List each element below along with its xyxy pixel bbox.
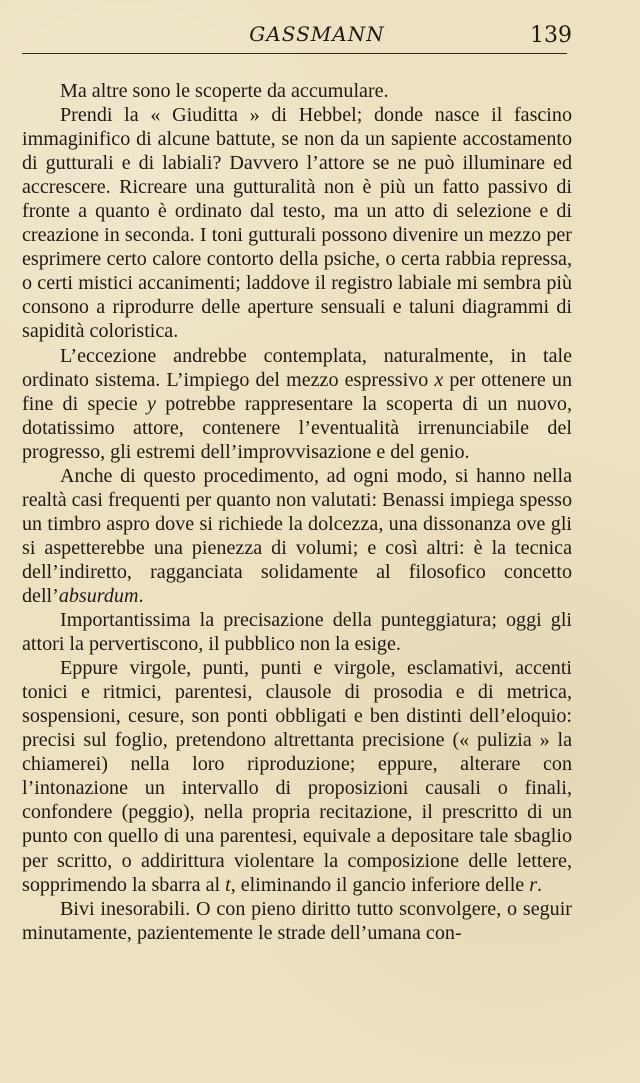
page-number: 139 — [530, 23, 572, 48]
paragraph-text-part: per ottenere un fine di specie — [22, 368, 572, 415]
running-head — [62, 18, 572, 50]
paragraph — [22, 608, 572, 656]
paragraph — [22, 656, 572, 896]
paragraph-punctuation: . — [537, 873, 543, 896]
italic-letter-t: t — [225, 873, 231, 896]
italic-letter-r: r — [529, 873, 538, 896]
italic-variable-y: y — [147, 392, 156, 415]
paragraph-text-part: potrebbe rappresentare la scoperta di un nuovo, dotatissimo attore, contenere l’eventualità irrenunciabile del progresso, gli estremi dell’improvvisazione e del genio. — [22, 392, 572, 463]
paragraph-text: Prendi la « Giuditta » di Hebbel; donde nasce il fascino immaginifico di alcune battute, se non da un sapiente accostamento di gutturali e di labiali? Davvero l’attore se ne può illuminare ed accrescere. Ricreare una gutturalità non è più un fatto passivo di fronte a quanto è ordinato dal testo, ma un atto di selezione e di creazione in seconda. I toni gutturali possono divenire un mezzo per esprimere certo calore contorto della psiche, o certa rabbia repressa, o certi mistici accanimenti; laddove il registro labiale mi sembra più consono a riprodurre delle aperture sensuali e taluni diagrammi di sapidità coloristica. — [22, 104, 572, 343]
paragraph — [22, 464, 572, 608]
italic-word-absurdum: absurdum — [58, 584, 139, 607]
running-title: GASSMANN — [249, 22, 385, 46]
paragraph-text-part: Eppure virgole, punti, punti e virgole, esclamativi, accenti tonici e ritmici, parentesi, clausole di prosodia e di metrica, sospensioni, cesure, son ponti obbligati e ben distinti dell’eloquio: precisi sul foglio, pretendono altrettanta precisione (« pulizia » la chiamerei) nella loro riproduzione; eppure, alterare con l’intonazione un intervallo di proposizioni causali o finali, confondere (peggio), nella propria recitazione, il prescritto di un punto con quello di una parentesi, equivale a depositare tale sbaglio per scritto, o addirittura violentare la composizione delle lettere, sopprimendo la sbarra al — [22, 657, 572, 896]
header-rule — [22, 53, 567, 54]
paragraph-text-part: , eliminando il gancio inferiore delle — [230, 873, 530, 896]
paragraph — [22, 897, 572, 945]
paragraph-text: Importantissima la precisazione della punteggiatura; oggi gli attori la pervertiscono, il pubblico non la esige. — [22, 609, 572, 656]
paragraph-text-part: Anche di questo procedimento, ad ogni modo, si hanno nella realtà casi frequenti per quanto non valutati: Benassi impiega spesso un timbro aspro dove si richiede la dolcezza, una dissonanza ove gli si aspetterebbe una pienezza di volumi; e così altri: è la tecnica dell’indiretto, ragganciata solidamente al filosofico concetto dell’ — [22, 464, 572, 607]
paragraph-punctuation: . — [138, 584, 144, 607]
paragraph-text-part: L’eccezione andrebbe contemplata, naturalmente, in tale ordinato sistema. L’impiego del mezzo espressivo — [22, 344, 572, 391]
paragraph — [22, 79, 572, 103]
italic-variable-x: x — [434, 368, 444, 391]
paragraph-text: Ma altre sono le scoperte da accumulare. — [60, 80, 389, 102]
paragraph — [22, 344, 572, 464]
body-text — [22, 79, 572, 945]
paragraph — [22, 103, 572, 343]
paragraph-text: Bivi inesorabili. O con pieno diritto tutto sconvolgere, o seguir minutamente, pazientemente le strade dell’umana con- — [22, 897, 572, 944]
